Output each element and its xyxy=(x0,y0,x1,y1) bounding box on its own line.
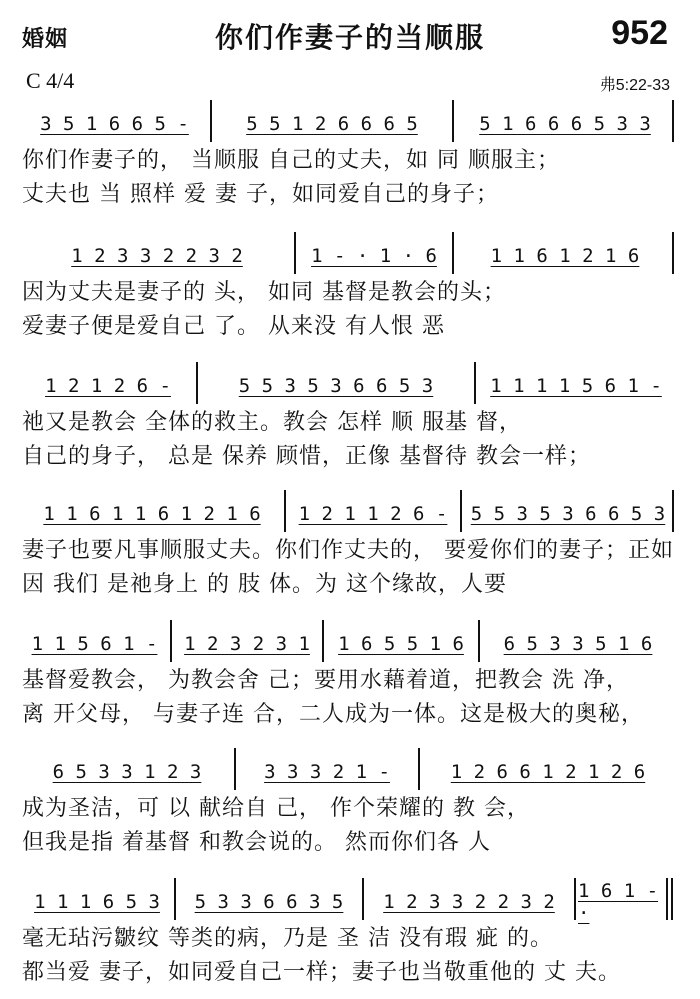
notation-row xyxy=(22,878,674,922)
barline xyxy=(452,232,454,274)
measure xyxy=(456,106,674,142)
note-group: 3 3 3 2 1 - xyxy=(264,761,390,783)
lyric-line: 因为丈夫是妻子的 头， 如同 基督是教会的头； xyxy=(22,280,506,305)
note-group: 1 1 1 1 5 6 1 - xyxy=(490,375,662,397)
measure xyxy=(178,884,360,920)
barline xyxy=(474,362,476,404)
note-group: 1 2 3 3 2 2 3 2 xyxy=(383,891,555,913)
note-group: 1 1 6 1 1 6 1 2 1 6 xyxy=(43,503,261,525)
barline xyxy=(234,748,236,790)
lyric-line: 丈夫也 当 照样 爱 妻 子，如同爱自己的身子； xyxy=(22,182,499,207)
note-group: 3 5 1 6 6 5 - xyxy=(40,113,189,135)
note-group: 1 1 1 6 5 3 xyxy=(34,891,160,913)
measure xyxy=(298,238,450,274)
note-group: 5 5 3 5 3 6 6 5 3 xyxy=(470,503,666,525)
measure xyxy=(288,496,458,532)
note-group: 1 1 6 1 2 1 6 xyxy=(490,245,640,267)
notation-row xyxy=(22,490,674,534)
barline xyxy=(672,232,674,274)
note-group: 1 2 1 1 2 6 - xyxy=(298,503,448,525)
notation-row xyxy=(22,748,674,792)
measure xyxy=(326,626,476,662)
measure xyxy=(214,106,450,142)
measure xyxy=(464,496,672,532)
lyric-line: 妻子也要凡事顺服丈夫。你们作丈夫的， 要爱你们的妻子；正如 xyxy=(22,538,674,563)
scripture-reference: 弗5:22-33 xyxy=(599,77,670,94)
music-system xyxy=(22,490,674,602)
note-group: 1 2 3 2 3 1 xyxy=(184,633,310,655)
note-group: 5 3 3 6 6 3 5 xyxy=(194,891,344,913)
barline xyxy=(294,232,296,274)
note-group: 5 1 6 6 6 5 3 3 xyxy=(479,113,651,135)
lyric-line: 都当爱 妻子，如同爱自己一样；妻子也当敬重他的 丈 夫。 xyxy=(22,960,621,985)
lyric-line: 成为圣洁，可 以 献给自 己， 作个荣耀的 教 会， xyxy=(22,796,530,821)
barline xyxy=(284,490,286,532)
barline xyxy=(174,878,176,920)
final-barline xyxy=(666,878,673,920)
note-group: 1 1 5 6 1 - xyxy=(31,633,158,655)
note-group: 1 6 1 - · xyxy=(578,880,659,924)
measure xyxy=(478,368,674,404)
note-group: 1 2 1 2 6 - xyxy=(45,375,171,397)
measure xyxy=(174,626,320,662)
lyric-line: 离 开父母， 与妻子连 合，二人成为一体。这是极大的奥秘， xyxy=(22,702,644,727)
lyric-line: 因 我们 是祂身上 的 肢 体。为 这个缘故，人要 xyxy=(22,572,507,597)
music-system xyxy=(22,362,674,474)
barline xyxy=(478,620,480,662)
measure xyxy=(22,884,172,920)
notation-row xyxy=(22,362,674,406)
lyric-line: 毫无玷污皺纹 等类的病，乃是 圣 洁 没有瑕 疵 的。 xyxy=(22,926,553,951)
barline xyxy=(196,362,198,404)
measure xyxy=(22,106,207,142)
note-group: 5 5 1 2 6 6 6 5 xyxy=(246,113,418,135)
lyric-line: 自己的身子， 总是 保养 顾惜，正像 基督待 教会一样； xyxy=(22,444,591,469)
notation-row xyxy=(22,232,674,276)
measure xyxy=(200,368,472,404)
note-group: 1 2 6 6 1 2 1 2 6 xyxy=(450,761,646,783)
measure xyxy=(456,238,674,274)
measure xyxy=(482,626,674,662)
note-group: 1 2 3 3 2 2 3 2 xyxy=(71,245,243,267)
barline xyxy=(672,490,674,532)
music-system xyxy=(22,748,674,860)
note-group: 6 5 3 3 1 2 3 xyxy=(52,761,202,783)
lyric-line: 爱妻子便是爱自己 了。 从来没 有人恨 恶 xyxy=(22,314,445,339)
notation-row xyxy=(22,100,674,144)
music-system xyxy=(22,100,674,212)
barline xyxy=(460,490,462,532)
barline xyxy=(170,620,172,662)
lyric-line: 但我是指 着基督 和教会说的。 然而你们各 人 xyxy=(22,830,491,855)
notation-row xyxy=(22,620,674,664)
barline xyxy=(362,878,364,920)
barline xyxy=(672,100,674,142)
barline xyxy=(322,620,324,662)
measure xyxy=(22,626,167,662)
measure xyxy=(22,496,282,532)
measure xyxy=(22,368,194,404)
barline xyxy=(210,100,212,142)
measure xyxy=(238,754,416,790)
measure xyxy=(422,754,674,790)
hymn-title: 你们作妻子的当顺服 xyxy=(214,21,485,54)
hymn-number: 952 xyxy=(611,14,668,52)
music-system xyxy=(22,232,674,344)
key-time-signature: C 4/4 xyxy=(26,68,75,93)
lyric-line: 祂又是教会 全体的救主。教会 怎样 顺 服基 督， xyxy=(22,410,522,435)
lyric-line: 基督爱教会， 为教会舍 己；要用水藉着道，把教会 洗 净， xyxy=(22,668,629,693)
measure xyxy=(22,754,232,790)
barline xyxy=(574,878,576,920)
lyric-line: 你们作妻子的， 当顺服 自己的丈夫，如 同 顺服主； xyxy=(22,148,560,173)
note-group: 6 5 3 3 5 1 6 xyxy=(503,633,653,655)
measure xyxy=(578,880,664,924)
note-group: 1 6 5 5 1 6 xyxy=(338,633,464,655)
note-group: 5 5 3 5 3 6 6 5 3 xyxy=(238,375,434,397)
barline xyxy=(418,748,420,790)
music-system xyxy=(22,620,674,732)
note-group: 1 - · 1 · 6 xyxy=(311,245,437,267)
barline xyxy=(452,100,454,142)
measure xyxy=(366,884,572,920)
category-label: 婚姻 xyxy=(22,27,69,52)
music-system xyxy=(22,878,674,990)
header xyxy=(0,0,700,60)
measure xyxy=(22,238,292,274)
